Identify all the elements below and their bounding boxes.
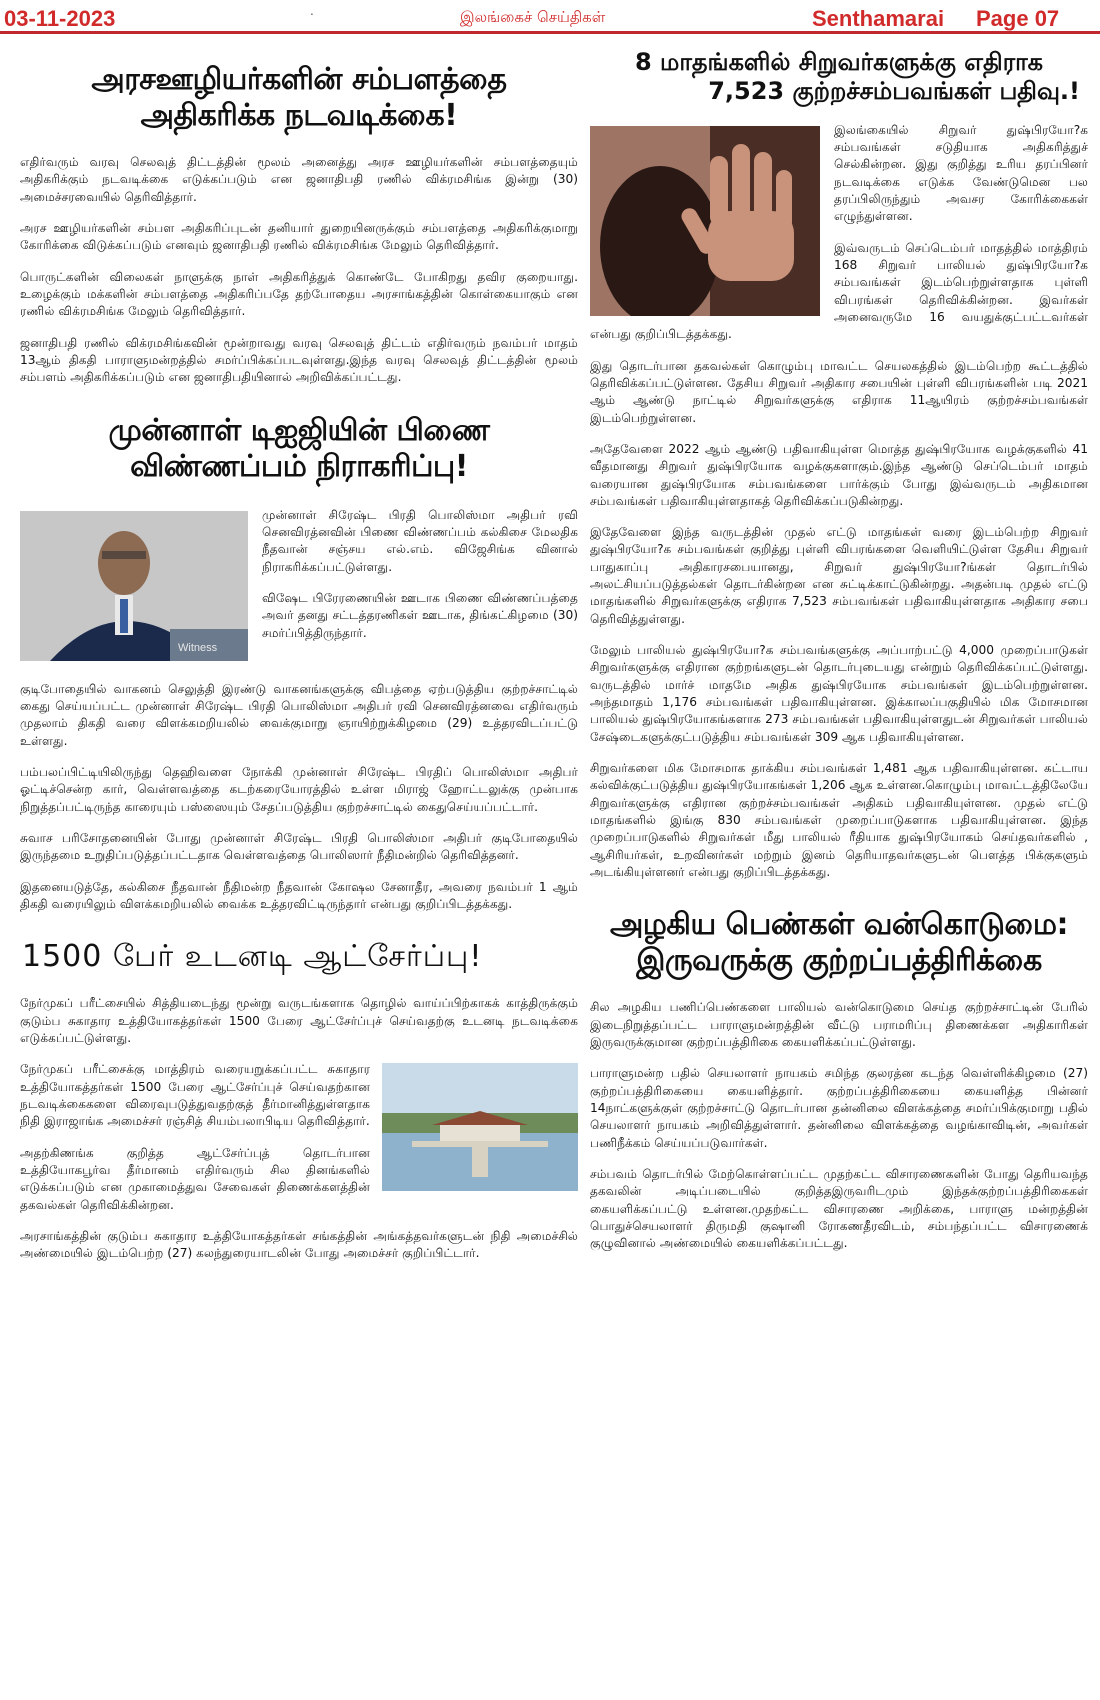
issue-date: 03-11-2023 (4, 6, 116, 31)
section-title: இலங்கைச் செய்திகள் (460, 8, 606, 26)
article-paragraph: சுவாச பரிசோதனையின் போது முன்னாள் சிரேஷ்ட பிரதி பொலிஸ்மா அதிபர் குடிபோதையில் இருந்தமை உறுதிப்படுத்தப்பட்டதாக வெள்ளவத்தை பொலிஸார் நீதிமன்றில் தெரிவித்தனர். (20, 830, 578, 863)
article-salary-increase (20, 62, 578, 387)
article-recruitment (20, 939, 578, 1262)
article-paragraph: இதனையடுத்தே, கல்கிசை நீதவான் நீதிமன்ற நீதவான் கோஷல சேனாதீர, அவரை நவம்பர் 1 ஆம் திகதி வரையிலும் விளக்கமறியலில் வைக்க உத்தரவிட்டிருந்தார் என்பது குறிப்பிடத்தக்கது. (20, 879, 578, 911)
page-number: Page 07 (976, 6, 1060, 31)
hand-stop-image (590, 126, 820, 316)
article-paragraph: அதேவேளை 2022 ஆம் ஆண்டு பதிவாகியுள்ள மொத்த துஷ்பிரயோக வழக்குகளில் 41 வீதமானது சிறுவர் துஷ்பிரயோக வழக்குகளாகும்.இந்த ஆண்டு செப்டெம்பர் மாதம் வரையான துஷ்பிரயோக சம்பவங்களை பார்க்கும் போது இவ்வருடம் அதிகமான சம்பவங்கள் பதிவாகியுள்ளதாகத் தெரிவிக்கப்படுகின்றது. (590, 441, 1088, 508)
article-headline: அரசஊழியர்களின் சம்பளத்தை அதிகரிக்க நடவடிக்கை! (91, 62, 507, 133)
article-paragraph: சில அழகிய பணிப்பெண்களை பாலியல் வன்கொடுமை செய்த குற்றச்சாட்டின் பேரில் இடைநிறுத்தப்பட்ட பாராளுமன்றத்தின் வீட்டு பராமரிப்பு திணைக்கள அதிகாரிகள் இருவருக்குமான குற்றப்பத்திரிகை கையளிக்கப்பட்டுள்ளது. (590, 1000, 1088, 1050)
article-paragraph: எதிர்வரும் வரவு செலவுத் திட்டத்தின் மூலம் அனைத்து அரச ஊழியர்களின் சம்பளத்தையும் அதிகரிக்கும் நடவடிக்கை எடுக்கப்படும் என ஜனாதிபதி ரணில் விக்ரமசிங்க இன்று (30) அமைச்சரவையில் தெரிவித்தார். (20, 155, 578, 204)
article-paragraph: இது தொடர்பான தகவல்கள் கொழும்பு மாவட்ட செயலகத்தில் இடம்பெற்ற கூட்டத்தில் தெரிவிக்கப்பட்டுள்ளன. தேசிய சிறுவர் அதிகார சபையின் புள்ளி விபரங்களின் படி 2021 ஆம் ஆண்டு நாட்டில் சிறுவர்களுக்கு எதிராக 11ஆயிரம் குற்றச்சம்பவங்கள் இடம்பெற்றுள்ளன. (590, 358, 1088, 425)
article-bail-rejected (20, 413, 578, 914)
headline-line2: இருவருக்கு குற்றப்பத்திரிக்கை (636, 943, 1042, 979)
article-paragraph: அரசாங்கத்தின் குடும்ப சுகாதார உத்தியோகத்தர்கள் சங்கத்தின் அங்கத்தவர்களுடன் நிதி அமைச்சில் அண்மையில் இடம்பெற்ற (27) கலந்துரையாடலின் போது அமைச்சர் குறிப்பிட்டார். (20, 1228, 578, 1261)
article-paragraph: இதேவேளை இந்த வருடத்தின் முதல் எட்டு மாதங்கள் வரை இடம்பெற்ற சிறுவர் துஷ்பிரயோ?க சம்பவங்கள் குறித்து புள்ளி விபரங்களை வெளியிட்டுள்ள தேசிய சிறுவர் பாதுகாப்பு அதிகாரசபையானது, சிறுவர் துஷ்பிரயோ?ங்கள் தொடர்பில் அலட்சியப்படுத்தல்கள் தொடர்கின்றன என சுட்டிக்காட்டுகின்றது. அதன்படி முதல் எட்டு மாதங்களில் சிறுவர்களுக்கு எதிராக 7,523 சம்பவங்கள் பதிவாகியுள்ளதாக அதிகார சபை தெரிவித்துள்ளது. (590, 525, 1088, 626)
svg-text:Witness: Witness (178, 641, 218, 654)
article-headline: 1500 பேர் உடனடி ஆட்சேர்ப்பு! (22, 939, 483, 975)
article-headline (590, 907, 1088, 979)
article-child-abuse (590, 48, 1088, 881)
article-paragraph: குடிபோதையில் வாகனம் செலுத்தி இரண்டு வாகனங்களுக்கு விபத்தை ஏற்படுத்திய குற்றச்சாட்டில் கைது செய்யப்பட்ட முன்னாள் சிரேஷ்ட பிரதி பொலிஸ்மா அதிபர் ரவி செனவிரத்னவை எதிர்வரும் முதலாம் திகதி வரை விளக்கமறியலில் வைக்குமாறு ஞாயிற்றுக்கிழமை (29) உத்தரவிடப்பட்டு உள்ளது. (20, 681, 578, 748)
article-paragraph: பொருட்களின் விலைகள் நாளுக்கு நாள் அதிகரித்துக் கொண்டே போகிறது தவிர குறையாது. உழைக்கும் மக்களின் சம்பளத்தை அதிகரிப்பதே தற்போதைய அரசாங்கத்தின் கொள்கையாகும் என ரணில் விக்ரமசிங்க மேலும் தெரிவித்தார். (20, 269, 578, 319)
article-paragraph: மேலும் பாலியல் துஷ்பிரயோ?க சம்பவங்களுக்கு அப்பாற்பட்டு 4,000 முறைப்பாடுகள் சிறுவர்களுக்கு எதிரான குற்றங்களுடன் தொடர்புடையது என்றும் தெரிவிக்கப்பட்டுள்ளது. வருடத்தில் மார்ச் மாதமே அதிக துஷ்பிரயோக சம்பவங்கள் இடம்பெற்றுள்ளன. அந்தமாதம் 1,176 சம்பவங்கள் பதிவாகியுள்ளன. இக்காலப்பகுதியில் மிக மோசமான பாலியல் துஷ்பிரயோகங்களாக 273 சம்பவங்கள் பதிவாகியுள்ளதுடன் சிறுவர்கள் பாலியல் சேஷ்டைகளுக்குட்படுத்திய சம்பவங்கள் 309 ஆக பதிவாகியுள்ளன. (590, 643, 1088, 744)
article-charge-sheet (590, 907, 1088, 1252)
article-paragraph: பம்பலப்பிட்டியிலிருந்து தெஹிவளை நோக்கி முன்னாள் சிரேஷ்ட பிரதிப் பொலிஸ்மா அதிபர் ஓட்டிச்சென்ற கார், வெள்ளவத்தை கடற்கரையோரத்தில் உள்ள மிராஜ் ஹோட்டலுக்கு முன்பாக நிறுத்தப்பட்டிருந்த காரையும் பஸ்ஸையும் சேதப்படுத்திய குற்றச்சாட்டில் கைதுசெய்யப்பட்டார். (20, 764, 578, 814)
right-column (590, 40, 1088, 1690)
article-paragraph: அதற்கிணங்க குறித்த ஆட்சேர்ப்புத் தொடர்பான உத்தியோகபூர்வ தீர்மானம் எதிர்வரும் சில தினங்களில் எடுக்கப்படும் என முகாமைத்துவ சேவைகள் திணைக்களத்தின் தகவல்கள் தெரிவிக்கின்றன. (20, 1145, 370, 1212)
article-paragraph: சம்பவம் தொடர்பில் மேற்கொள்ளப்பட்ட முதற்கட்ட விசாரணைகளின் போது தெரியவந்த தகவலின் அடிப்படையில் குறித்தஇருவரிடமும் இந்தக்குற்றப்பத்திரிகைகள் கையளிக்கப்பட்டு உள்ளன.முதற்கட்ட விசாரணை அறிக்கை, பாராளு மன்றத்தின் பொதுச்செயலாளர் திருமதி குஷானி ரோகணதீரவிடம், சம்பந்தப்பட்ட விசாரணைக் குழுவினால் அண்மையில் கையளிக்கப்பட்டது. (590, 1167, 1088, 1251)
article-paragraph: முன்னாள் சிரேஷ்ட பிரதி பொலிஸ்மா அதிபர் ரவி செனவிரத்னவின் பிணை விண்ணப்பம் கல்கிசை மேலதிக நீதவான் சஞ்சய எல்.எம். விஜேசிங்க வினால் நிராகரிக்கப்பட்டுள்ளது. (262, 507, 578, 574)
publication-name: Senthamarai (812, 6, 945, 31)
left-column (20, 40, 578, 1690)
photo-parliament (382, 1063, 578, 1191)
article-headline: முன்னாள் டிஐஜியின் பிணை விண்ணப்பம் நிராகரிப்பு! (108, 412, 490, 484)
headline-line2: 7,523 குற்றச்சம்பவங்கள் பதிவு.! (708, 76, 1080, 105)
article-paragraph: நேர்முகப் பரீட்சையில் சித்தியடைந்து மூன்று வருடங்களாக தொழில் வாய்ப்பிற்காகக் காத்திருக்கும் குடும்ப சுகாதார உத்தியோகத்தர்கள் 1500 பேரை ஆட்சேர்ப்புச் செய்வதற்கு உடனடி நடவடிக்கை எடுக்கப்பட்டுள்ளது. (20, 996, 578, 1045)
article-paragraph: இலங்கையில் சிறுவர் துஷ்பிரயோ?க சம்பவங்கள் சடுதியாக அதிகரித்துச் செல்கின்றன. இது குறித்து உரிய தரப்பினர் நடவடிக்கை எடுக்க வேண்டுமென பல தரப்பிலிருந்தும் அவசர கோரிக்கைகள் எழுந்துள்ளன. (834, 122, 1088, 224)
article-paragraph: பாராளுமன்ற பதில் செயலாளர் நாயகம் சமிந்த குலரத்ன கடந்த வெள்ளிக்கிழமை (27) குற்றப்பத்திரிகையை கையளித்தார். குற்றப்பத்திரிகையை கையளித்த பின்னர் 14நாட்களுக்குள் குற்றச்சாட்டு தொடர்பான தன்னிலை விளக்கத்தை சமர்ப்பிக்குமாறு பதில் செயலாளர் நாயகம் அறிவித்துள்ளார். தன்னிலை விளக்கத்தை வழங்காவிடின், அவர்கள் பணிநீக்கம் செய்யப்படுவார்கள். (590, 1066, 1088, 1150)
page-header (0, 0, 1100, 34)
man-portrait-image (20, 511, 248, 661)
header-dot: . (310, 4, 314, 18)
article-paragraph: சிறுவர்களை மிக மோசமாக தாக்கிய சம்பவங்கள் 1,481 ஆக பதிவாகியுள்ளன. கட்டாய கல்விக்குட்படுத்திய துஷ்பிரயோகங்கள் 1,206 ஆக உள்ளன.கொழும்பு மாவட்டத்திலேயே சிறுவர்களுக்கு எதிரான குற்றச்சம்பவங்கள் அதிகம் பதிவாகியுள்ளன. முதல் எட்டு மாதங்களில் இங்கு 830 சம்பவங்கள் முறைப்பாடுகளாக பதிவாகியுள்ளன. இந்த முறைப்பாடுகளில் சிறுவர்கள் மீது பாலியல் ரீதியாக துஷ்பிரயோகம் செய்தவர்களில் , ஆசிரியர்கள், உறவினர்கள் மற்றும் இனம் தெரியாதவர்களுடன் பௌத்த பிக்குகளும் அடங்கியுள்ளனர் என்பது குறிப்பிடத்தக்கது. (590, 761, 1088, 880)
photo-former-dig (20, 511, 248, 661)
parliament-image (382, 1063, 578, 1191)
headline-line1: 8 மாதங்களில் சிறுவர்களுக்கு எதிராக (635, 48, 1043, 76)
article-paragraph: ஜனாதிபதி ரணில் விக்ரமசிங்கவின் மூன்றாவது வரவு செலவுத் திட்டம் எதிர்வரும் நவம்பர் மாதம் 13ஆம் திகதி பாராளுமன்றத்தில் சமர்ப்பிக்கப்படவுள்ளது.இந்த வரவு செலவுத் திட்டத்தின் மூலம் சம்பளம் அதிகரிக்கப்படும் என ஜனாதிபதியினால் அறிவிக்கப்பட்டது. (20, 335, 578, 385)
article-paragraph: நேர்முகப் பரீட்சைக்கு மாத்திரம் வரையறுக்கப்பட்ட சுகாதார உத்தியோகத்தர்கள் 1500 பேரை ஆட்சேர்ப்புச் செய்வதற்கான நடவடிக்கைகளை விரைவுபடுத்துவதற்குத் தீர்மானித்துள்ளதாக நிதி இராஜாங்க அமைச்சர் ரஞ்சித் சியம்பலாபிடிய தெரிவித்தார். (20, 1062, 370, 1129)
article-paragraph: விஷேட பிரேரணையின் ஊடாக பிணை விண்ணப்பத்தை அவர் தனது சட்டத்தரணிகள் ஊடாக, திங்கட்கிழமை (30) சமர்ப்பித்திருந்தார். (262, 590, 578, 640)
headline-line1: அழகிய பெண்கள் வன்கொடுமை: (609, 907, 1069, 943)
article-paragraph: அரச ஊழியர்களின் சம்பள அதிகரிப்புடன் தனியார் துறையினருக்கும் சம்பளத்தை அதிகரிக்குமாறு கோரிக்கை விடுக்கப்படும் எனவும் ஜனாதிபதி ரணில் விக்ரமசிங்க மேலும் தெரிவித்தார். (20, 220, 578, 253)
article-headline (590, 48, 1088, 106)
photo-hand-gesture (590, 126, 820, 316)
article-paragraph: இவ்வருடம் செப்டெம்பர் மாதத்தில் மாத்திரம் 168 சிறுவர் பாலியல் துஷ்பிரயோ?க சம்பவங்கள் இடம்பெற்றுள்ளதாக புள்ளி விபரங்கள் தெரிவிக்கின்றன. இவர்கள் அனைவருமே 16 வயதுக்குட்பட்டவர்கள் என்பது குறிப்பிடத்தக்கது. (590, 240, 1088, 342)
